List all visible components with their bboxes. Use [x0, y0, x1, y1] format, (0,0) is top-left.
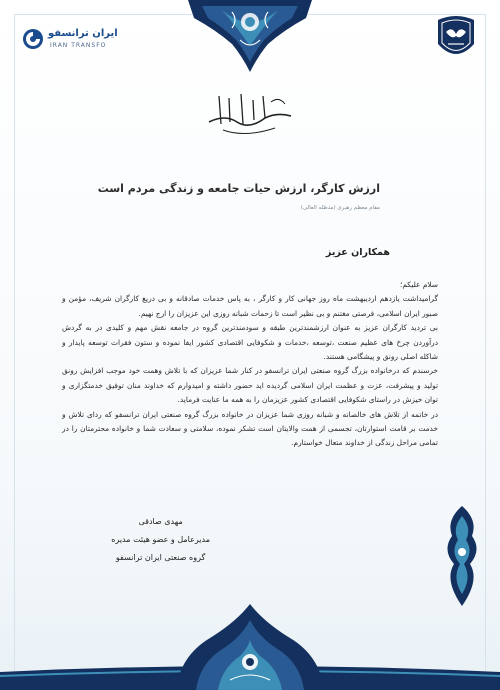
- top-ornament: [188, 0, 312, 74]
- side-ornament: [442, 506, 482, 606]
- body-paragraph: گرامیداشت یازدهم اردیبهشت ماه روز جهانی کار و کارگر ، به پاس خدمات صادقانه و بی دریغ کارگران شریف، مؤمن و صبور ایران اسلامی، فرصتی مغتنم و بی نظیر است تا زحمات شبانه روزی این عزیزان را ارج نهیم.: [62, 294, 438, 318]
- signatory-title: مدیرعامل و عضو هیئت مدیره: [111, 535, 210, 544]
- body-paragraph: بی تردید کارگران عزیز به عنوان ارزشمندترین طبقه و سودمندترین گروه در جامعه نقش مهم و کلیدی در به گردش درآوردن چرخ های عظیم صنعت ،توسعه ،خدمات و شکوفایی اقتصادی کشور ایفا نموده و ستون فقرات توسعه پایدار و شاکله اصلی رونق و پیشگامی هستند.: [62, 323, 438, 362]
- letter-heading: ارزش کارگر، ارزش حیات جامعه و زندگی مردم است: [97, 182, 380, 195]
- iran-transfo-logo-icon: [22, 28, 44, 50]
- bottom-ornament: [0, 598, 500, 690]
- ministry-seal-logo: [434, 14, 478, 60]
- greeting-title: همکاران عزیز: [325, 247, 390, 258]
- signatory-name: مهدی صادقی: [138, 517, 183, 526]
- heading-attribution: مقام معظم رهبری (مدظله العالی): [300, 205, 380, 211]
- iran-transfo-logo: [22, 26, 132, 66]
- body-paragraph: خرسندم که درخانواده بزرگ گروه صنعتی ایران ترانسفو در کنار شما عزیزان که با تلاش وهمت خود موجب افزایش رونق تولید و پیشرفت، عزت و عظمت ایران اسلامی گردیده اید حضور داشته و امیدوارم که خداوند منان توفیق خدمتگزاری و توان خیزش در راستای شکوفایی اقتصادی کشور عزیزمان را به همه ما عنایت فرماید.: [62, 366, 438, 405]
- signatory-organization: گروه صنعتی ایران ترانسفو: [115, 553, 206, 562]
- signature-block: [111, 513, 210, 567]
- brand-name: ایران ترانسفو: [48, 28, 118, 39]
- brand-subtitle: IRAN TRANSFO: [50, 42, 107, 49]
- basmala-calligraphy: [205, 88, 295, 140]
- letter-body: [62, 278, 438, 451]
- body-paragraph: سلام علیکم؛: [400, 280, 438, 289]
- body-paragraph: در خاتمه از تلاش های خالصانه و شبانه روزی شما عزیزان در خانواده بزرگ گروه صنعتی ایران ترانسفو که ردای تلاش و خدمت بر قامت استوارتان، تجسمی از همت والایتان است تشکر نموده، سلامتی و سعادت شما و خانواده محترمتان را در تمامی مراحل زندگی از خداوند متعال خواستارم.: [62, 409, 438, 448]
